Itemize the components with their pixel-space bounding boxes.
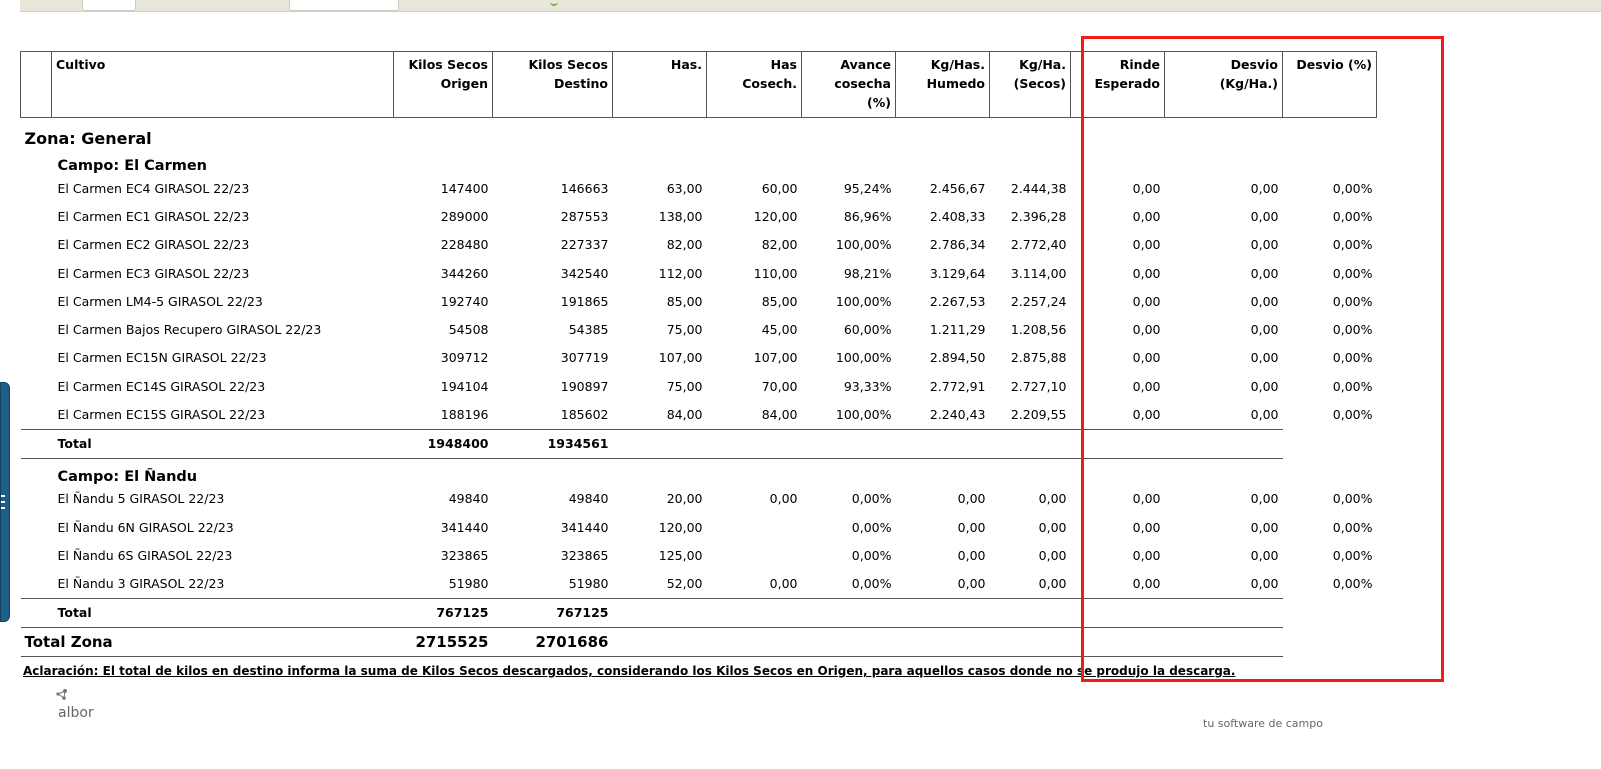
campo-label-row (21, 148, 1377, 174)
value-cell: 1.208,56 (1010, 322, 1067, 338)
value-cell: 2.727,10 (1010, 378, 1067, 394)
value-cell: 0,00 (1250, 208, 1279, 224)
cultivo-name: El Carmen EC2 GIRASOL 22/23 (57, 237, 250, 253)
value-cell: 120,00 (753, 208, 798, 224)
top-toolbar (20, 0, 1601, 12)
value-cell: 0,00 (1250, 293, 1279, 309)
value-cell: 0,00 (1132, 378, 1161, 394)
albor-logo-icon (54, 688, 70, 704)
column-header-text (398, 93, 488, 112)
column-header-text (900, 93, 985, 112)
table-row (21, 174, 1377, 202)
value-cell: 0,00 (1132, 350, 1161, 366)
empty-cell (990, 429, 1071, 458)
value-cell: 85,00 (761, 293, 798, 309)
toolbar-check-mark-icon (550, 0, 558, 6)
value-cell: 138,00 (658, 208, 703, 224)
value-cell: 2.786,34 (929, 237, 986, 253)
column-header-text: Rinde (1119, 57, 1160, 72)
table-row (21, 541, 1377, 569)
column-header-text: Esperado (1094, 76, 1160, 91)
value-cell: 0,00 (1132, 547, 1161, 563)
value-cell: 3.129,64 (929, 265, 986, 281)
value-cell: 0,00 (1132, 265, 1161, 281)
value-cell: 2.456,67 (929, 180, 986, 196)
empty-cell (896, 598, 990, 627)
value-cell: 0,00 (769, 491, 798, 507)
value-cell: 341440 (440, 519, 489, 535)
empty-cell (802, 627, 896, 656)
value-cell: 75,00 (666, 322, 703, 338)
column-header-text (1287, 93, 1372, 112)
value-cell: 0,00 (1250, 491, 1279, 507)
total-zona-destino: 2701686 (493, 627, 613, 656)
hamburger-icon (1, 495, 5, 509)
value-cell: 84,00 (666, 407, 703, 423)
empty-cell (1071, 429, 1165, 458)
value-cell: 98,21% (843, 265, 892, 281)
column-header (493, 52, 613, 118)
empty-cell (896, 429, 990, 458)
empty-cell (1165, 598, 1283, 627)
cultivo-name: El Carmen EC3 GIRASOL 22/23 (57, 265, 250, 281)
value-cell: 192740 (440, 293, 489, 309)
total-origen: 767125 (394, 598, 493, 627)
column-header-text: Kilos Secos (528, 57, 608, 72)
empty-cell (1071, 598, 1165, 627)
table-row (21, 231, 1377, 259)
campo-total-row (21, 429, 1377, 458)
empty-cell (1283, 627, 1377, 656)
value-cell: 45,00 (761, 322, 798, 338)
value-cell: 191865 (560, 293, 609, 309)
value-cell: 63,00 (666, 180, 703, 196)
value-cell: 342540 (560, 265, 609, 281)
value-cell: 60,00% (843, 322, 892, 338)
value-cell: 52,00 (666, 576, 703, 592)
value-cell: 82,00 (761, 237, 798, 253)
value-cell: 0,00 (1250, 407, 1279, 423)
value-cell: 0,00 (1250, 350, 1279, 366)
value-cell: 0,00% (1332, 378, 1373, 394)
column-header (613, 52, 707, 118)
value-cell: 227337 (560, 237, 609, 253)
empty-cell (896, 627, 990, 656)
value-cell: 0,00% (1332, 293, 1373, 309)
campo-label-row (21, 458, 1377, 485)
empty-cell (802, 598, 896, 627)
empty-cell (802, 429, 896, 458)
column-header-text: Cosech. (742, 76, 797, 91)
column-header-text: Origen (440, 76, 488, 91)
total-zona-origen: 2715525 (394, 627, 493, 656)
value-cell: 0,00 (1132, 293, 1161, 309)
cultivo-name: El Carmen EC4 GIRASOL 22/23 (57, 180, 250, 196)
value-cell: 93,33% (843, 378, 892, 394)
value-cell: 0,00% (1332, 322, 1373, 338)
column-header-text (56, 93, 389, 112)
cultivo-name: El Carmen LM4-5 GIRASOL 22/23 (57, 293, 263, 309)
value-cell: 2.209,55 (1010, 407, 1067, 423)
value-cell: 0,00 (1250, 322, 1279, 338)
column-header-text: Kilos Secos (408, 57, 488, 72)
table-row (21, 570, 1377, 599)
value-cell: 49840 (568, 491, 609, 507)
column-header (802, 52, 896, 118)
value-cell: 0,00% (851, 576, 892, 592)
footer-note: Aclaración: El total de kilos en destino informa la suma de Kilos Secos descargados, considerando los Kilos Secos en Origen, para aquellos casos donde no se produjo la descarga. (23, 664, 1236, 678)
value-cell: 2.240,43 (929, 407, 986, 423)
value-cell: 100,00% (835, 237, 892, 253)
value-cell: 2.408,33 (929, 208, 986, 224)
column-header-text: Cultivo (56, 57, 106, 72)
value-cell: 0,00% (851, 547, 892, 563)
albor-logo (50, 688, 110, 724)
value-cell: 0,00 (1250, 547, 1279, 563)
column-header (1165, 52, 1283, 118)
value-cell: 112,00 (658, 265, 703, 281)
value-cell: 0,00% (1332, 407, 1373, 423)
value-cell: 0,00 (1250, 378, 1279, 394)
empty-cell (613, 598, 707, 627)
column-header (1283, 52, 1377, 118)
value-cell: 194104 (440, 378, 489, 394)
cultivo-name: El Ñandu 5 GIRASOL 22/23 (57, 491, 225, 507)
value-cell: 0,00 (1132, 208, 1161, 224)
total-label: Total (21, 429, 394, 458)
column-header-text: Has. (670, 57, 702, 72)
value-cell: 2.267,53 (929, 293, 986, 309)
value-cell: 289000 (440, 208, 489, 224)
value-cell: 0,00 (769, 576, 798, 592)
cultivo-name: El Carmen EC14S GIRASOL 22/23 (57, 378, 266, 394)
value-cell: 0,00 (1132, 407, 1161, 423)
empty-cell (1283, 598, 1377, 627)
value-cell: 309712 (440, 350, 489, 366)
column-header-text: (Secos) (1013, 76, 1066, 91)
value-cell: 0,00 (1132, 519, 1161, 535)
table-header (21, 52, 1377, 118)
table-row (21, 202, 1377, 230)
value-cell: 228480 (440, 237, 489, 253)
value-cell: 0,00 (1132, 322, 1161, 338)
value-cell: 86,96% (843, 208, 892, 224)
value-cell: 323865 (440, 547, 489, 563)
value-cell: 2.257,24 (1010, 293, 1067, 309)
campo-label: Campo: El Carmen (57, 158, 207, 174)
column-header-text: Desvio (%) (1296, 57, 1372, 72)
total-destino: 1934561 (493, 429, 613, 458)
value-cell: 0,00 (1038, 519, 1067, 535)
empty-cell (1283, 429, 1377, 458)
column-header-text: Destino (553, 76, 608, 91)
empty-cell (707, 429, 802, 458)
value-cell: 0,00 (957, 519, 986, 535)
value-cell: 60,00 (761, 180, 798, 196)
empty-cell (990, 598, 1071, 627)
column-header-text (617, 93, 702, 112)
value-cell: 344260 (440, 265, 489, 281)
cultivo-name: El Ñandu 6S GIRASOL 22/23 (57, 547, 233, 563)
tagline: tu software de campo (1203, 717, 1323, 730)
value-cell: 110,00 (753, 265, 798, 281)
value-cell: 0,00 (1250, 576, 1279, 592)
toolbar-field-2[interactable] (289, 0, 399, 11)
value-cell: 51980 (568, 576, 609, 592)
empty-cell (613, 627, 707, 656)
total-destino: 767125 (493, 598, 613, 627)
value-cell: 2.894,50 (929, 350, 986, 366)
value-cell: 51980 (448, 576, 489, 592)
value-cell: 125,00 (658, 547, 703, 563)
cultivo-name: El Carmen EC15S GIRASOL 22/23 (57, 407, 266, 423)
column-header-text (497, 93, 608, 112)
cultivo-name: El Ñandu 3 GIRASOL 22/23 (57, 576, 225, 592)
value-cell: 100,00% (835, 293, 892, 309)
value-cell (707, 513, 802, 541)
column-header (52, 52, 394, 118)
column-header-text (1169, 93, 1278, 112)
value-cell: 75,00 (666, 378, 703, 394)
table-row (21, 259, 1377, 287)
value-cell: 107,00 (753, 350, 798, 366)
value-cell: 0,00% (851, 491, 892, 507)
value-cell: 54508 (448, 322, 489, 338)
column-header (394, 52, 493, 118)
cultivo-name: El Ñandu 6N GIRASOL 22/23 (57, 519, 234, 535)
value-cell: 323865 (560, 547, 609, 563)
empty-cell (613, 429, 707, 458)
zona-label-row (21, 118, 1377, 149)
column-header-text (711, 93, 797, 112)
value-cell: 95,24% (843, 180, 892, 196)
table-row (21, 485, 1377, 513)
value-cell: 0,00% (851, 519, 892, 535)
value-cell: 0,00 (1132, 180, 1161, 196)
value-cell: 0,00 (1038, 547, 1067, 563)
column-header-text: Desvio (1230, 57, 1278, 72)
value-cell: 190897 (560, 378, 609, 394)
column-header-text (1287, 74, 1372, 93)
header-spacer (21, 52, 52, 118)
campo-label: Campo: El Ñandu (57, 468, 198, 485)
column-header-text: Kg/Ha. (1019, 57, 1066, 72)
value-cell: 0,00 (1250, 180, 1279, 196)
toolbar-field-1[interactable] (82, 0, 136, 11)
value-cell: 84,00 (761, 407, 798, 423)
value-cell: 0,00% (1332, 547, 1373, 563)
table-row (21, 400, 1377, 429)
value-cell: 0,00 (1038, 576, 1067, 592)
column-header-text: Avance (840, 57, 891, 72)
column-header-text (994, 93, 1066, 112)
value-cell: 341440 (560, 519, 609, 535)
value-cell: 0,00% (1332, 576, 1373, 592)
value-cell: 2.444,38 (1010, 180, 1067, 196)
value-cell: 185602 (560, 407, 609, 423)
empty-cell (707, 627, 802, 656)
total-zona-label: Total Zona (21, 627, 394, 656)
value-cell: 0,00 (1132, 576, 1161, 592)
empty-cell (1165, 627, 1283, 656)
column-header-text: Kg/Has. (930, 57, 985, 72)
column-header-text (617, 74, 702, 93)
value-cell: 107,00 (658, 350, 703, 366)
total-zona-row (21, 627, 1377, 656)
column-header-text: (Kg/Ha.) (1219, 76, 1278, 91)
value-cell: 0,00 (1132, 237, 1161, 253)
cultivo-name: El Carmen EC1 GIRASOL 22/23 (57, 208, 250, 224)
value-cell: 0,00 (1250, 237, 1279, 253)
value-cell: 120,00 (658, 519, 703, 535)
value-cell: 85,00 (666, 293, 703, 309)
value-cell: 0,00 (957, 491, 986, 507)
column-header-text: (%) (867, 95, 891, 110)
value-cell: 0,00% (1332, 237, 1373, 253)
value-cell: 0,00 (1038, 491, 1067, 507)
value-cell: 0,00% (1332, 265, 1373, 281)
value-cell: 146663 (560, 180, 609, 196)
column-header-text: Has (770, 57, 797, 72)
value-cell: 0,00 (957, 576, 986, 592)
table-row (21, 513, 1377, 541)
value-cell: 54385 (568, 322, 609, 338)
value-cell: 70,00 (761, 378, 798, 394)
table-row (21, 344, 1377, 372)
value-cell: 0,00 (1132, 491, 1161, 507)
value-cell: 0,00% (1332, 350, 1373, 366)
total-origen: 1948400 (394, 429, 493, 458)
logo-text: albor (58, 705, 94, 721)
value-cell: 100,00% (835, 407, 892, 423)
value-cell (707, 541, 802, 569)
total-label: Total (21, 598, 394, 627)
value-cell: 20,00 (666, 491, 703, 507)
empty-cell (990, 627, 1071, 656)
value-cell: 0,00% (1332, 180, 1373, 196)
value-cell: 82,00 (666, 237, 703, 253)
zona-label: Zona: General (24, 129, 152, 148)
value-cell: 2.875,88 (1010, 350, 1067, 366)
column-header (1071, 52, 1165, 118)
value-cell: 0,00% (1332, 208, 1373, 224)
value-cell: 3.114,00 (1010, 265, 1067, 281)
table-row (21, 287, 1377, 315)
value-cell: 0,00% (1332, 491, 1373, 507)
table-row (21, 315, 1377, 343)
value-cell: 49840 (448, 491, 489, 507)
report-table (20, 51, 1377, 657)
column-header-text: cosecha (834, 76, 891, 91)
value-cell: 287553 (560, 208, 609, 224)
empty-cell (1165, 429, 1283, 458)
empty-cell (1071, 627, 1165, 656)
value-cell: 307719 (560, 350, 609, 366)
table-row (21, 372, 1377, 400)
empty-cell (707, 598, 802, 627)
value-cell: 0,00 (1250, 265, 1279, 281)
column-header (990, 52, 1071, 118)
value-cell: 0,00 (957, 547, 986, 563)
value-cell: 100,00% (835, 350, 892, 366)
campo-total-row (21, 598, 1377, 627)
value-cell: 0,00 (1250, 519, 1279, 535)
value-cell: 2.772,40 (1010, 237, 1067, 253)
value-cell: 1.211,29 (929, 322, 986, 338)
column-header (707, 52, 802, 118)
value-cell: 0,00% (1332, 519, 1373, 535)
cultivo-name: El Carmen Bajos Recupero GIRASOL 22/23 (57, 322, 322, 338)
value-cell: 188196 (440, 407, 489, 423)
column-header (896, 52, 990, 118)
value-cell: 2.396,28 (1010, 208, 1067, 224)
value-cell: 2.772,91 (929, 378, 986, 394)
column-header-text (1075, 93, 1160, 112)
sidebar-toggle[interactable] (0, 382, 10, 622)
column-header-text (56, 74, 389, 93)
cultivo-name: El Carmen EC15N GIRASOL 22/23 (57, 350, 267, 366)
column-header-text: Humedo (926, 76, 985, 91)
value-cell: 147400 (440, 180, 489, 196)
